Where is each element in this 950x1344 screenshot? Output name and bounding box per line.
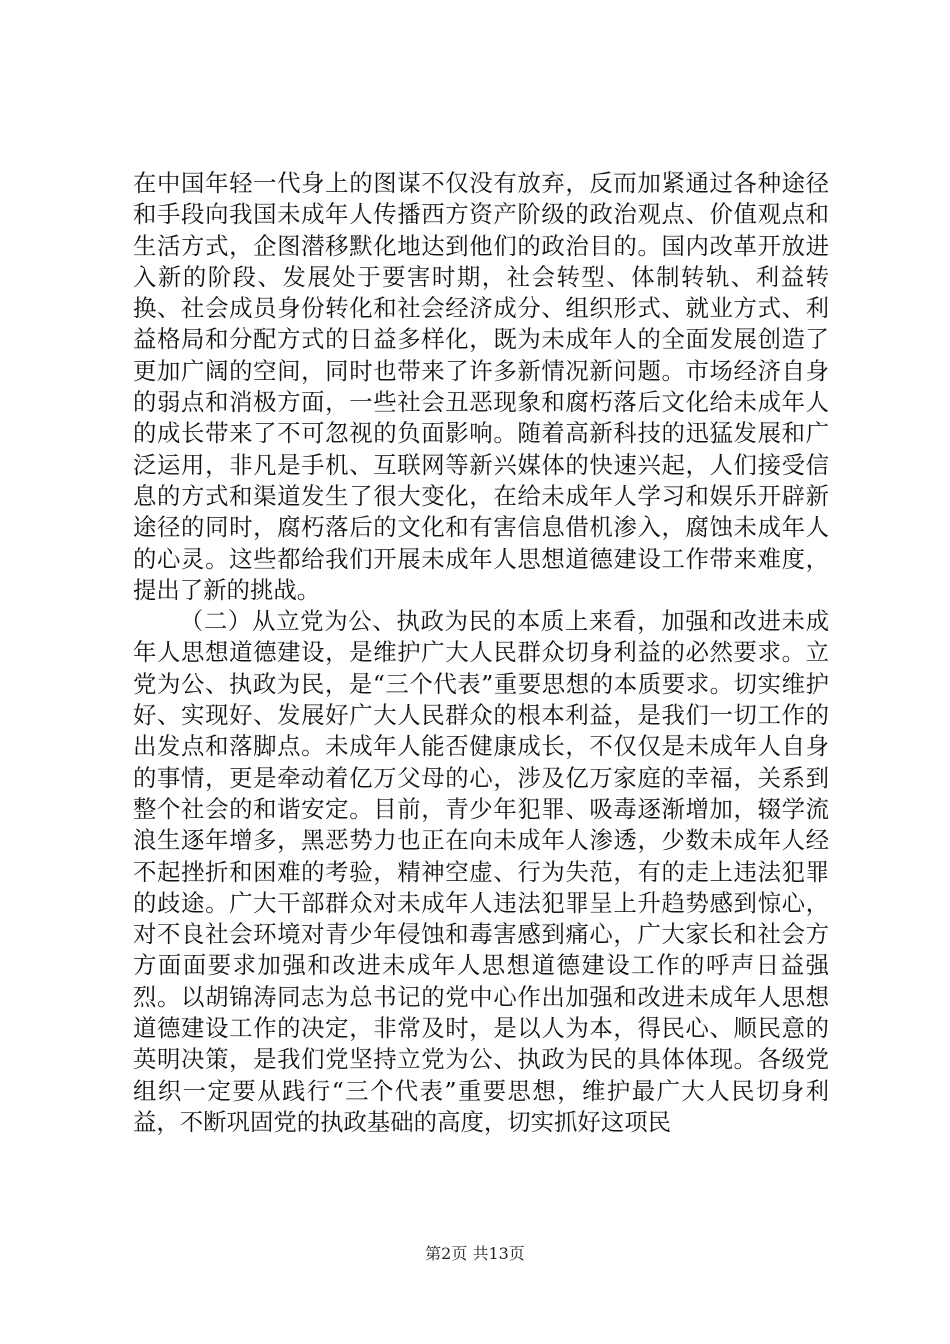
document-body bbox=[133, 168, 829, 1138]
page-number-footer: 第2页 共13页 bbox=[425, 1244, 525, 1263]
body-paragraph: 在中国年轻一代身上的图谋不仅没有放弃，反而加紧通过各种途径和手段向我国未成年人传播西方资产阶级的政治观点、价值观点和生活方式，企图潜移默化地达到他们的政治目的。国内改革开放进入新的阶段、发展处于要害时期，社会转型、体制转轨、利益转换、社会成员身份转化和社会经济成分、组织形式、就业方式、利益格局和分配方式的日益多样化，既为未成年人的全面发展创造了更加广阔的空间，同时也带来了许多新情况新问题。市场经济自身的弱点和消极方面，一些社会丑恶现象和腐朽落后文化给未成年人的成长带来了不可忽视的负面影响。随着高新科技的迅猛发展和广泛运用，非凡是手机、互联网等新兴媒体的快速兴起，人们接受信息的方式和渠道发生了很大变化，在给未成年人学习和娱乐开辟新途径的同时，腐朽落后的文化和有害信息借机渗入，腐蚀未成年人的心灵。这些都给我们开展未成年人思想道德建设工作带来难度，提出了新的挑战。 bbox=[133, 169, 829, 604]
body-paragraph: （二）从立党为公、执政为民的本质上来看，加强和改进未成年人思想道德建设，是维护广大人民群众切身利益的必然要求。立党为公、执政为民，是“三个代表”重要思想的本质要求。切实维护好、实现好、发展好广大人民群众的根本利益，是我们一切工作的出发点和落脚点。未成年人能否健康成长，不仅仅是未成年人自身的事情，更是牵动着亿万父母的心，涉及亿万家庭的幸福，关系到整个社会的和谐安定。目前，青少年犯罪、吸毒逐渐增加，辍学流浪生逐年增多，黑恶势力也正在向未成年人渗透，少数未成年人经不起挫折和困难的考验，精神空虚、行为失范，有的走上违法犯罪的歧途。广大干部群众对未成年人违法犯罪呈上升趋势感到惊心，对不良社会环境对青少年侵蚀和毒害感到痛心，广大家长和社会方方面面要求加强和改进未成年人思想道德建设工作的呼声日益强烈。以胡锦涛同志为总书记的党中心作出加强和改进未成年人思想道德建设工作的决定，非常及时，是以人为本，得民心、顺民意的英明决策，是我们党坚持立党为公、执政为民的具体体现。各级党组织一定要从践行“三个代表”重要思想，维护最广大人民切身利益，不断巩固党的执政基础的高度，切实抓好这项民 bbox=[133, 607, 829, 1136]
